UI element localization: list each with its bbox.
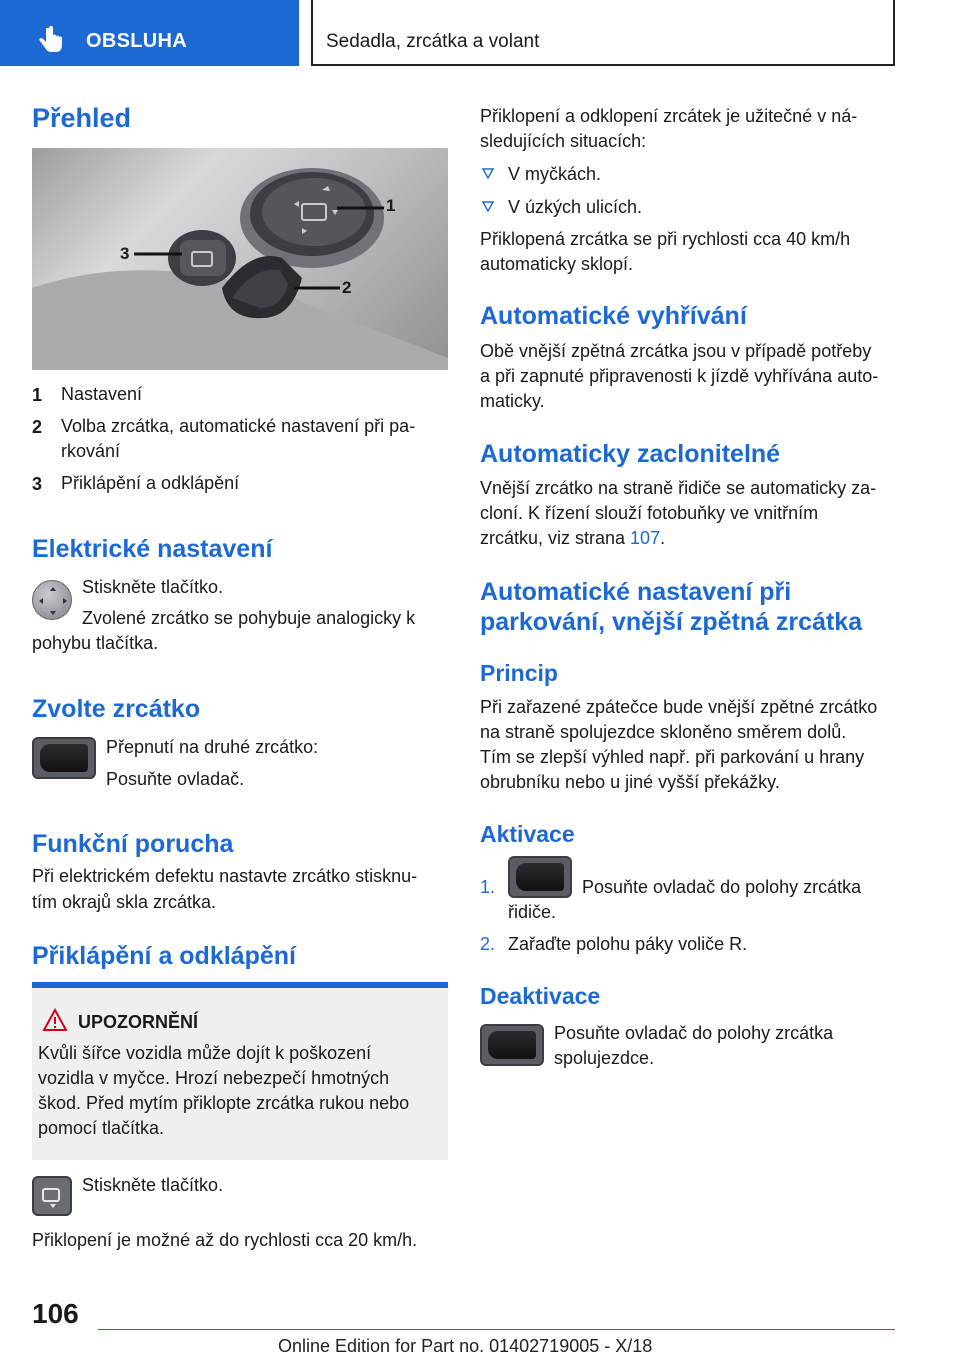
- choose-text-1: Přepnutí na druhé zrcátko:: [106, 737, 319, 757]
- dimming-heading: Automaticky zaclonitelné: [480, 440, 781, 468]
- deactivation-heading: Deaktivace: [480, 983, 601, 1009]
- legend-num-2: 2: [32, 417, 43, 437]
- activation-heading: Aktivace: [480, 821, 575, 847]
- legend-text-2b: rkování: [61, 441, 121, 461]
- callout-2: 2: [342, 278, 352, 297]
- principle-heading: Princip: [480, 660, 558, 686]
- warning-line-2: vozidla v myčce. Hrozí nebezpečí hmotných: [38, 1068, 390, 1088]
- mirror-controls-photo: [32, 148, 448, 370]
- warning-box: [32, 982, 448, 1160]
- section-label: OBSLUHA: [86, 30, 187, 52]
- warning-line-3: škod. Před mytím přiklopte zrcátka rukou nebo: [38, 1093, 410, 1113]
- warning-line-1: Kvůli šířce vozidla může dojít k poškození: [38, 1043, 372, 1063]
- auto-fold-text-1: Přiklopená zrcátka se při rychlosti cca 40 km/h: [480, 229, 851, 249]
- warning-line-4: pomocí tlačítka.: [38, 1118, 165, 1138]
- bullet-2: V úzkých ulicích.: [508, 197, 643, 217]
- heating-text-2: a při zapnuté připravenosti k jízdě vyhřívána auto-: [480, 366, 879, 386]
- auto-fold-text-2: automaticky sklopí.: [480, 254, 634, 274]
- legend-text-3: Přiklápění a odklápění: [61, 473, 240, 493]
- step-1-number: 1.: [480, 877, 496, 897]
- callout-1: 1: [386, 196, 396, 215]
- bullet-triangle-icon: [482, 200, 494, 212]
- step-2-number: 2.: [480, 934, 496, 954]
- principle-text-1: Při zařazené zpátečce bude vnější zpětné zrcátko: [480, 697, 878, 717]
- principle-text-3: Tím se zlepší výhled např. při parkování u hrany: [480, 747, 865, 767]
- legend-num-1: 1: [32, 385, 43, 405]
- fold-button-icon: [32, 1176, 72, 1216]
- principle-text-4: obrubníku nebo u jiné vyšší překážky.: [480, 772, 780, 792]
- bullet-1: V myčkách.: [508, 164, 602, 184]
- hand-pointer-icon: [36, 26, 66, 56]
- fold-speed-text: Přiklopení je možné až do rychlosti cca 20 km/h.: [32, 1230, 418, 1250]
- electric-heading: Elektrické nastavení: [32, 535, 273, 563]
- heating-text-1: Obě vnější zpětná zrcátka jsou v případě potřeby: [480, 341, 872, 361]
- warning-title: UPOZORNĚNÍ: [78, 1012, 199, 1032]
- choose-heading: Zvolte zrcátko: [32, 695, 201, 723]
- mirror-selector-icon: [508, 856, 572, 898]
- fault-text-2: tím okrajů skla zrcátka.: [32, 892, 217, 912]
- mirror-selector-icon: [480, 1024, 544, 1066]
- fault-heading: Funkční porucha: [32, 830, 234, 858]
- header-divider-right: [893, 0, 895, 66]
- intro-text-1: Přiklopení a odklopení zrcátek je užitečné v ná-: [480, 106, 858, 126]
- parking-heading-1: Automatické nastavení při: [480, 578, 792, 606]
- direction-pad-icon: [32, 580, 72, 620]
- electric-text-2b: pohybu tlačítka.: [32, 633, 159, 653]
- legend-text-1: Nastavení: [61, 384, 143, 404]
- dimming-text-3-pre: zrcátku, viz strana: [480, 528, 631, 548]
- section-tab: [0, 0, 299, 66]
- mirror-switch-illustration: [32, 148, 448, 370]
- bullet-triangle-icon: [482, 167, 494, 179]
- electric-text-1: Stiskněte tlačítko.: [82, 577, 224, 597]
- deactivation-text-2: spolujezdce.: [554, 1048, 655, 1068]
- dimming-text-2: cloní. K řízení slouží fotobuňky ve vnitřním: [480, 503, 819, 523]
- footer-rule: [98, 1329, 895, 1330]
- dimming-text-3-post: .: [660, 528, 666, 548]
- chapter-title: Sedadla, zrcátka a volant: [326, 31, 540, 52]
- callout-3: 3: [120, 244, 130, 263]
- principle-text-2: na straně spolujezdce skloněno směrem dolů.: [480, 722, 847, 742]
- choose-text-2: Posuňte ovladač.: [106, 769, 245, 789]
- dimming-text-3: [480, 526, 665, 551]
- warning-top-bar: [32, 982, 448, 988]
- warning-triangle-icon: [42, 1008, 68, 1032]
- header-divider-left: [311, 0, 313, 66]
- fault-text-1: Při elektrickém defektu nastavte zrcátko stisknu-: [32, 866, 418, 886]
- heating-heading: Automatické vyhřívání: [480, 302, 747, 330]
- header-underline: [311, 64, 895, 66]
- deactivation-text-1: Posuňte ovladač do polohy zrcátka: [554, 1023, 834, 1043]
- edition-text: Online Edition for Part no. 01402719005 - X/18: [278, 1336, 653, 1356]
- legend-text-2a: Volba zrcátka, automatické nastavení při pa-: [61, 416, 416, 436]
- page-107-link[interactable]: 107: [630, 528, 661, 548]
- intro-text-2: sledujících situacích:: [480, 131, 647, 151]
- mirror-selector-icon: [32, 737, 96, 779]
- page-number: 106: [32, 1298, 79, 1329]
- press-button-text: Stiskněte tlačítko.: [82, 1175, 224, 1195]
- dimming-text-1: Vnější zrcátko na straně řidiče se automaticky za-: [480, 478, 877, 498]
- fold-heading: Přiklápění a odklápění: [32, 942, 296, 970]
- step-1-text-1: Posuňte ovladač do polohy zrcátka: [582, 877, 862, 897]
- legend-num-3: 3: [32, 474, 43, 494]
- step-2-text: Zařaďte polohu páky voliče R.: [508, 934, 748, 954]
- heating-text-3: maticky.: [480, 391, 545, 411]
- overview-heading: Přehled: [32, 103, 132, 133]
- page-header: [0, 0, 960, 66]
- step-1-text-2: řidiče.: [508, 902, 557, 922]
- electric-text-2a: Zvolené zrcátko se pohybuje analogicky k: [82, 608, 416, 628]
- parking-heading-2: parkování, vnější zpětná zrcátka: [480, 608, 863, 636]
